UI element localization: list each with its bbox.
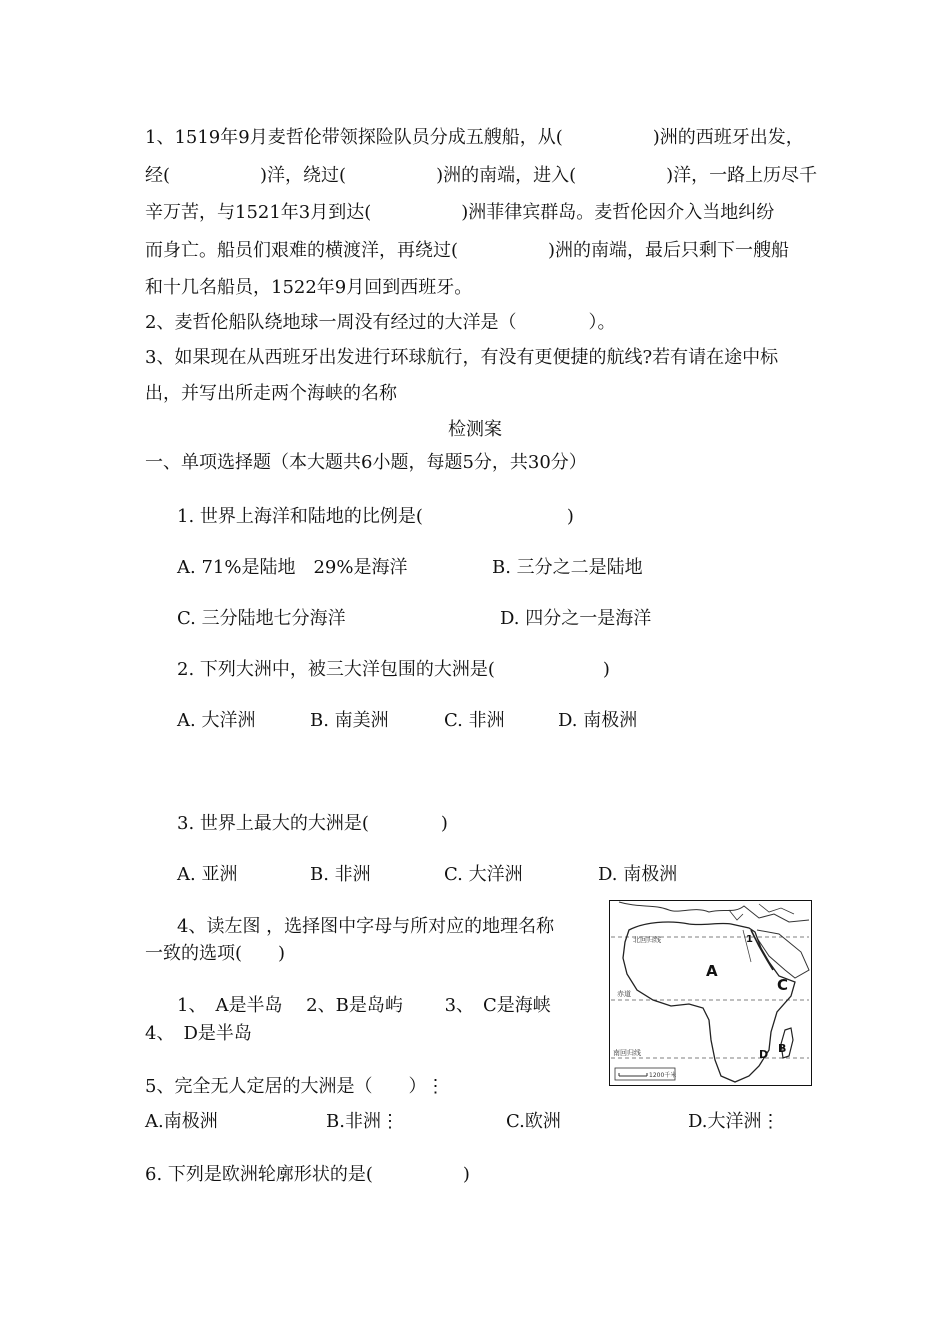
- mc3-option-a[interactable]: A. 亚洲: [177, 864, 238, 885]
- q2-line: 2、麦哲伦船队绕地球一周没有经过的大洋是（ ）。: [145, 312, 616, 333]
- q1-line-2: 经( )洋，绕过( )洲的南端，进入( )洋，一路上历尽千: [145, 165, 818, 186]
- mc4-stem-line-2: 一致的选项( ): [145, 943, 286, 964]
- africa-map: [609, 900, 812, 1086]
- mc3-option-d[interactable]: D. 南极洲: [598, 864, 678, 885]
- section-header: 一、单项选择题（本大题共6小题，每题5分，共30分）: [145, 452, 587, 473]
- tropic-south-label: 南回归线: [613, 1049, 641, 1057]
- mc3-stem: 3. 世界上最大的大洲是( ): [177, 813, 448, 834]
- mc3-option-b[interactable]: B. 非洲: [310, 864, 371, 885]
- mc5-stem: 5、完全无人定居的大洲是（ ）⋮: [145, 1076, 445, 1097]
- q1-line-3: 辛万苦，与1521年3月到达( )洲菲律宾群岛。麦哲伦因介入当地纠纷: [145, 202, 775, 223]
- q1-line-1: 1、1519年9月麦哲伦带领探险队员分成五艘船，从( )洲的西班牙出发，: [145, 127, 804, 148]
- mc1-option-b[interactable]: B. 三分之二是陆地: [492, 557, 643, 578]
- mc2-option-c[interactable]: C. 非洲: [444, 710, 505, 731]
- q3-line-2: 出，并写出所走两个海峡的名称: [145, 383, 397, 404]
- mc2-option-b[interactable]: B. 南美洲: [310, 710, 389, 731]
- map-label-b: B: [778, 1042, 787, 1055]
- mc4-options-line-1[interactable]: 1、 A是半岛 2、B是岛屿 3、 C是海峡: [177, 995, 551, 1016]
- mc1-option-d[interactable]: D. 四分之一是海洋: [500, 608, 652, 629]
- q1-line-4: 而身亡。船员们艰难的横渡洋，再绕过( )洲的南端，最后只剩下一艘船: [145, 240, 790, 261]
- mc5-option-d[interactable]: D.大洋洲⋮: [688, 1111, 780, 1132]
- mc4-options-line-2[interactable]: 4、 D是半岛: [145, 1023, 252, 1044]
- tropic-north-label: 北回归线: [633, 936, 661, 944]
- mc3-option-c[interactable]: C. 大洋洲: [444, 864, 523, 885]
- map-label-a: A: [706, 962, 718, 980]
- map-label-num: 1: [746, 934, 753, 945]
- map-label-d: D: [759, 1048, 769, 1061]
- q3-line-1: 3、如果现在从西班牙出发进行环球航行，有没有更便捷的航线?若有请在途中标: [145, 347, 779, 368]
- mc2-option-d[interactable]: D. 南极洲: [558, 710, 638, 731]
- mc5-option-c[interactable]: C.欧洲: [506, 1111, 561, 1132]
- equator-label: 赤道: [617, 990, 631, 998]
- mc5-option-b[interactable]: B.非洲⋮: [326, 1111, 399, 1132]
- mc1-stem: 1. 世界上海洋和陆地的比例是( ): [177, 506, 574, 527]
- map-scale-label: 1200千米: [649, 1072, 677, 1079]
- mc6-stem: 6. 下列是欧洲轮廓形状的是( ): [145, 1164, 470, 1185]
- mc4-stem-line-1: 4、读左图 ，选择图中字母与所对应的地理名称: [177, 916, 555, 937]
- mc5-option-a[interactable]: A.南极洲: [145, 1111, 218, 1132]
- mc2-stem: 2. 下列大洲中，被三大洋包围的大洲是( ): [177, 659, 610, 680]
- mc1-option-c[interactable]: C. 三分陆地七分海洋: [177, 608, 346, 629]
- mc2-option-a[interactable]: A. 大洋洲: [177, 710, 256, 731]
- q1-line-5: 和十几名船员，1522年9月回到西班牙。: [145, 277, 473, 298]
- test-title: 检测案: [448, 419, 502, 440]
- mc1-option-a[interactable]: A. 71%是陆地 29%是海洋: [177, 557, 408, 578]
- map-label-c: C: [777, 976, 789, 994]
